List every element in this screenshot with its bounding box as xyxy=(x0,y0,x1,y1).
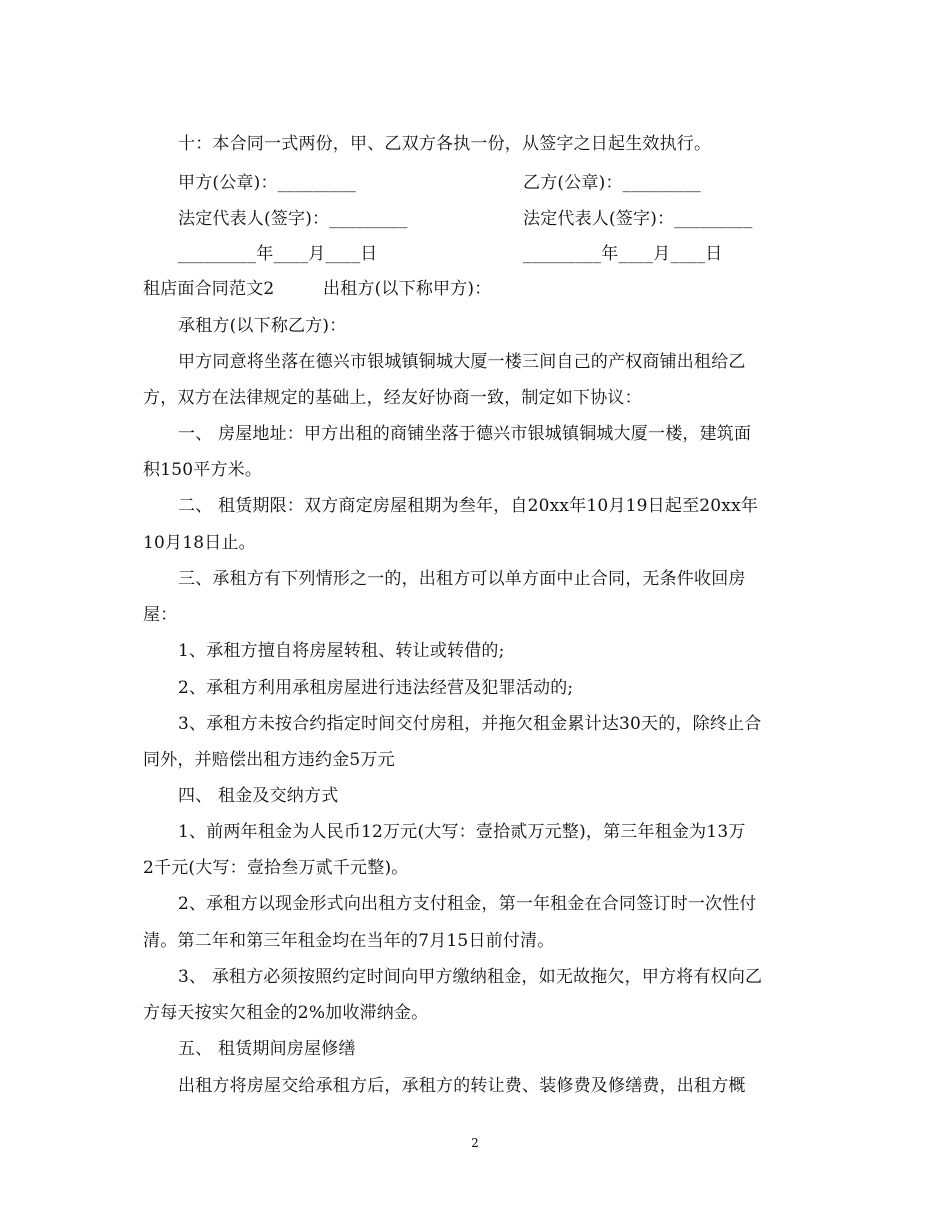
paragraph-line: 2、承租方利用承租房屋进行违法经营及犯罪活动的; xyxy=(178,678,574,698)
section-title: 租店面合同范文2 xyxy=(143,279,275,299)
paragraph-line: 出租方将房屋交给承租方后，承租方的转让费、装修费及修缮费，出租方概 xyxy=(178,1076,746,1096)
paragraph-line: 四、 租金及交纳方式 xyxy=(178,786,339,806)
paragraph-line: 屋： xyxy=(143,605,178,625)
party-a-seal: 甲方(公章)：_________ xyxy=(178,173,356,193)
party-b-date: _________年____月____日 xyxy=(523,244,723,264)
paragraph-line: 1、承租方擅自将房屋转租、转让或转借的; xyxy=(178,641,505,661)
paragraph-line: 3、 承租方必须按照约定时间向甲方缴纳租金，如无故拖欠，甲方将有权向乙 xyxy=(178,967,763,987)
paragraph-line: 一、 房屋地址：甲方出租的商铺坐落于德兴市银城镇铜城大厦一楼，建筑面 xyxy=(178,424,752,444)
paragraph-line: 五、 租赁期间房屋修缮 xyxy=(178,1039,356,1059)
paragraph-line: 方，双方在法律规定的基础上，经友好协商一致，制定如下协议： xyxy=(143,388,642,408)
paragraph-line: 1、前两年租金为人民币12万元(大写：壹拾贰万元整)，第三年租金为13万 xyxy=(178,822,746,842)
paragraph-line: 方每天按实欠租金的2%加收滞纳金。 xyxy=(143,1003,429,1023)
page-number: 2 xyxy=(471,1136,479,1150)
paragraph-line: 同外，并赔偿出租方违约金5万元 xyxy=(143,750,395,770)
paragraph-line: 3、承租方未按合约指定时间交付房租，并拖欠租金累计达30天的，除终止合 xyxy=(178,714,762,734)
paragraph-line: 积150平方米。 xyxy=(143,460,263,480)
party-a-date: _________年____月____日 xyxy=(178,244,378,264)
lessee-label: 承租方(以下称乙方)： xyxy=(178,316,347,336)
paragraph-line: 甲方同意将坐落在德兴市银城镇铜城大厦一楼三间自己的产权商铺出租给乙 xyxy=(178,352,746,372)
paragraph-line: 三、承租方有下列情形之一的，出租方可以单方面中止合同，无条件收回房 xyxy=(178,569,746,589)
lessor-label: 出租方(以下称甲方)： xyxy=(323,279,492,299)
party-a-representative: 法定代表人(签字)：_________ xyxy=(178,209,408,229)
paragraph-line: 2千元(大写：壹拾叁万贰千元整)。 xyxy=(143,858,409,878)
paragraph-line: 10月18日止。 xyxy=(143,533,256,553)
paragraph-line: 2、承租方以现金形式向出租方支付租金，第一年租金在合同签订时一次性付 xyxy=(178,894,757,914)
party-b-seal: 乙方(公章)：_________ xyxy=(523,173,701,193)
paragraph-line: 二、 租赁期限：双方商定房屋租期为叁年，自20xx年10月19日起至20xx年 xyxy=(178,496,759,516)
clause-ten: 十：本合同一式两份，甲、乙双方各执一份，从签字之日起生效执行。 xyxy=(178,134,712,154)
paragraph-line: 清。第二年和第三年租金均在当年的7月15日前付清。 xyxy=(143,931,555,951)
party-b-representative: 法定代表人(签字)：_________ xyxy=(523,209,753,229)
